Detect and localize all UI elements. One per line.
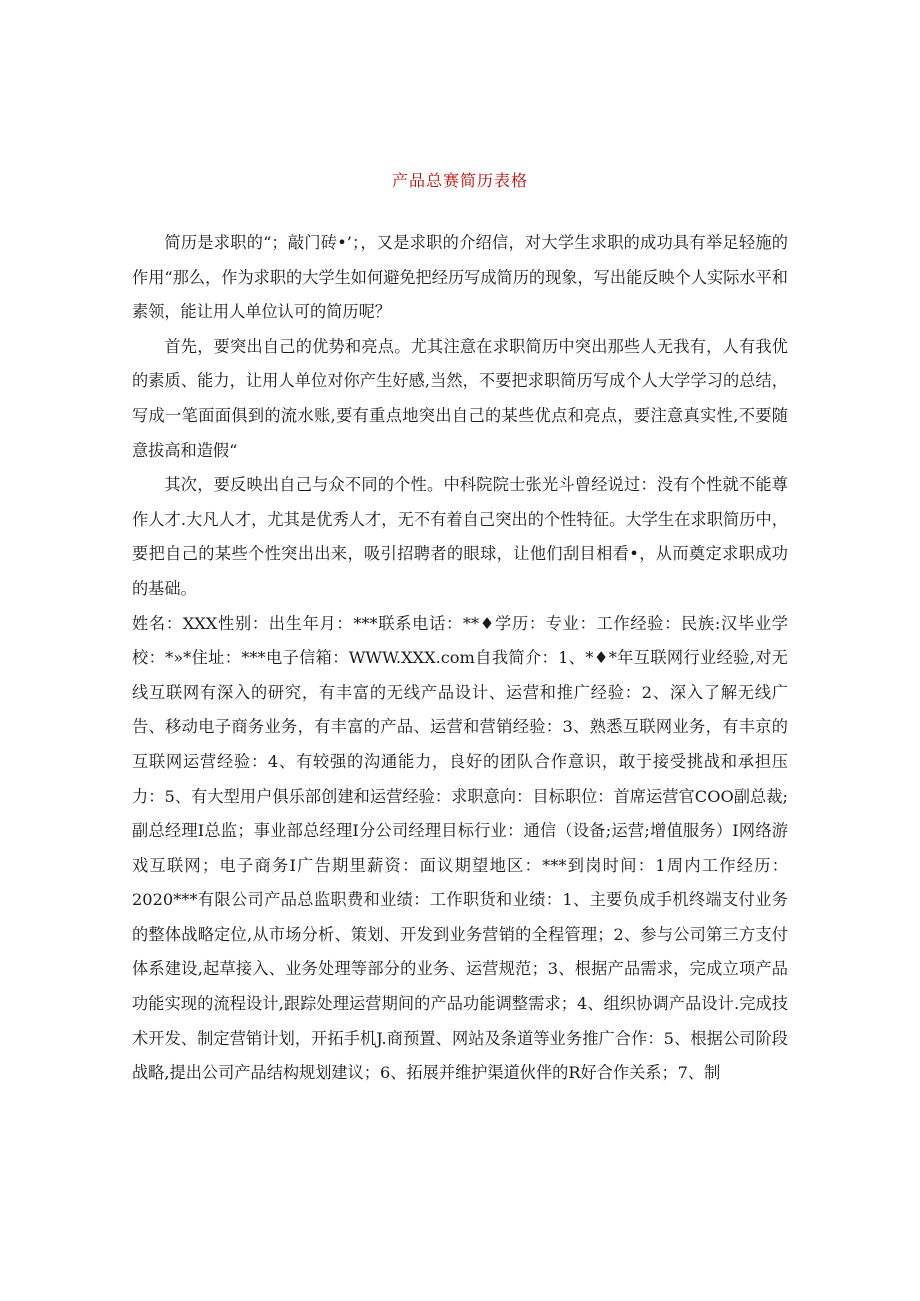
- document-body: [132, 226, 788, 1091]
- document-title: 产品总赛简历表格: [391, 171, 528, 190]
- intro-paragraph: 简历是求职的“；敲门砖•’；，又是求职的介绍信，对大学生求职的成功具有举足轻施的作用“那么，作为求职的大学生如何避免把经历写成简历的现象，写出能反映个人实际水平和素领，能让用人单位认可的简历呢？: [132, 233, 788, 322]
- second-point-paragraph: 其次，要反映出自己与众不同的个性。中科院院士张光斗曾经说过：没有个性就不能尊作人才.大凡人才，尤其是优秀人才，无不有着自己突出的个性特征。大学生在求职简历中，要把自己的某些个性突出出来，吸引招聘者的眼球，让他们刮目相看•，从而奠定求职成功的基础。: [132, 475, 788, 598]
- first-point-paragraph: 首先，要突出自己的优势和亮点。尤其注意在求职简历中突出那些人无我有，人有我优的素质、能力，让用人单位对你产生好感,当然，不要把求职简历写成个人大学学习的总结，写成一笔面面俱到的流水账,要有重点地突出自己的某些优点和亮点，要注意真实性,不要随意拔高和造假“: [132, 336, 788, 460]
- resume-content-paragraph: 姓名：XXX性别：出生年月：***联系电话：**♦学历：专业：工作经验：民族:汉毕业学校：*»*住址：***电子信箱：WWW.XXX.com自我简介：1、*♦*年互联网行业经验,对无线互联网有深入的研究，有丰富的无线产品设计、运营和推广经验：2、深入了解无线广告、移动电子商务业务，有丰富的产品、运营和营销经验：3、熟悉互联网业务，有丰京的互联网运营经验：4、有较强的沟通能力，良好的团队合作意识，敢于接受挑战和承担压力：5、有大型用户俱乐部创建和运营经验：求职意向：目标职位：首席运营官COO副总裁;副总经理I总监；事业部总经理I分公司经理目标行业：通信（设备;运营;增值服务）I网络游戏互联网；电子商务I广告期里薪资：面议期望地区：***到岗时间：1周内工作经历：2020***有限公司产品总监职费和业绩：工作职货和业绩：1、主要负成手机终端支付业务的整体战略定位,从市场分析、策划、开发到业务营销的全程管理；2、参与公司第三方支付体系建设,起草接入、业务处理等部分的业务、运营规范；3、根据产品需求，完成立项产品功能实现的流程设计,跟踪处理运营期间的产品功能调整需求；4、组织协调产品设计.完成技术开发、制定营销计划，开拓手机J.商预置、网站及条道等业务推广合作：5、根据公司阶段战略,提出公司产品结构规划建议；6、拓展并维护渠道伙伴的R好合作关系；7、制: [132, 613, 788, 1083]
